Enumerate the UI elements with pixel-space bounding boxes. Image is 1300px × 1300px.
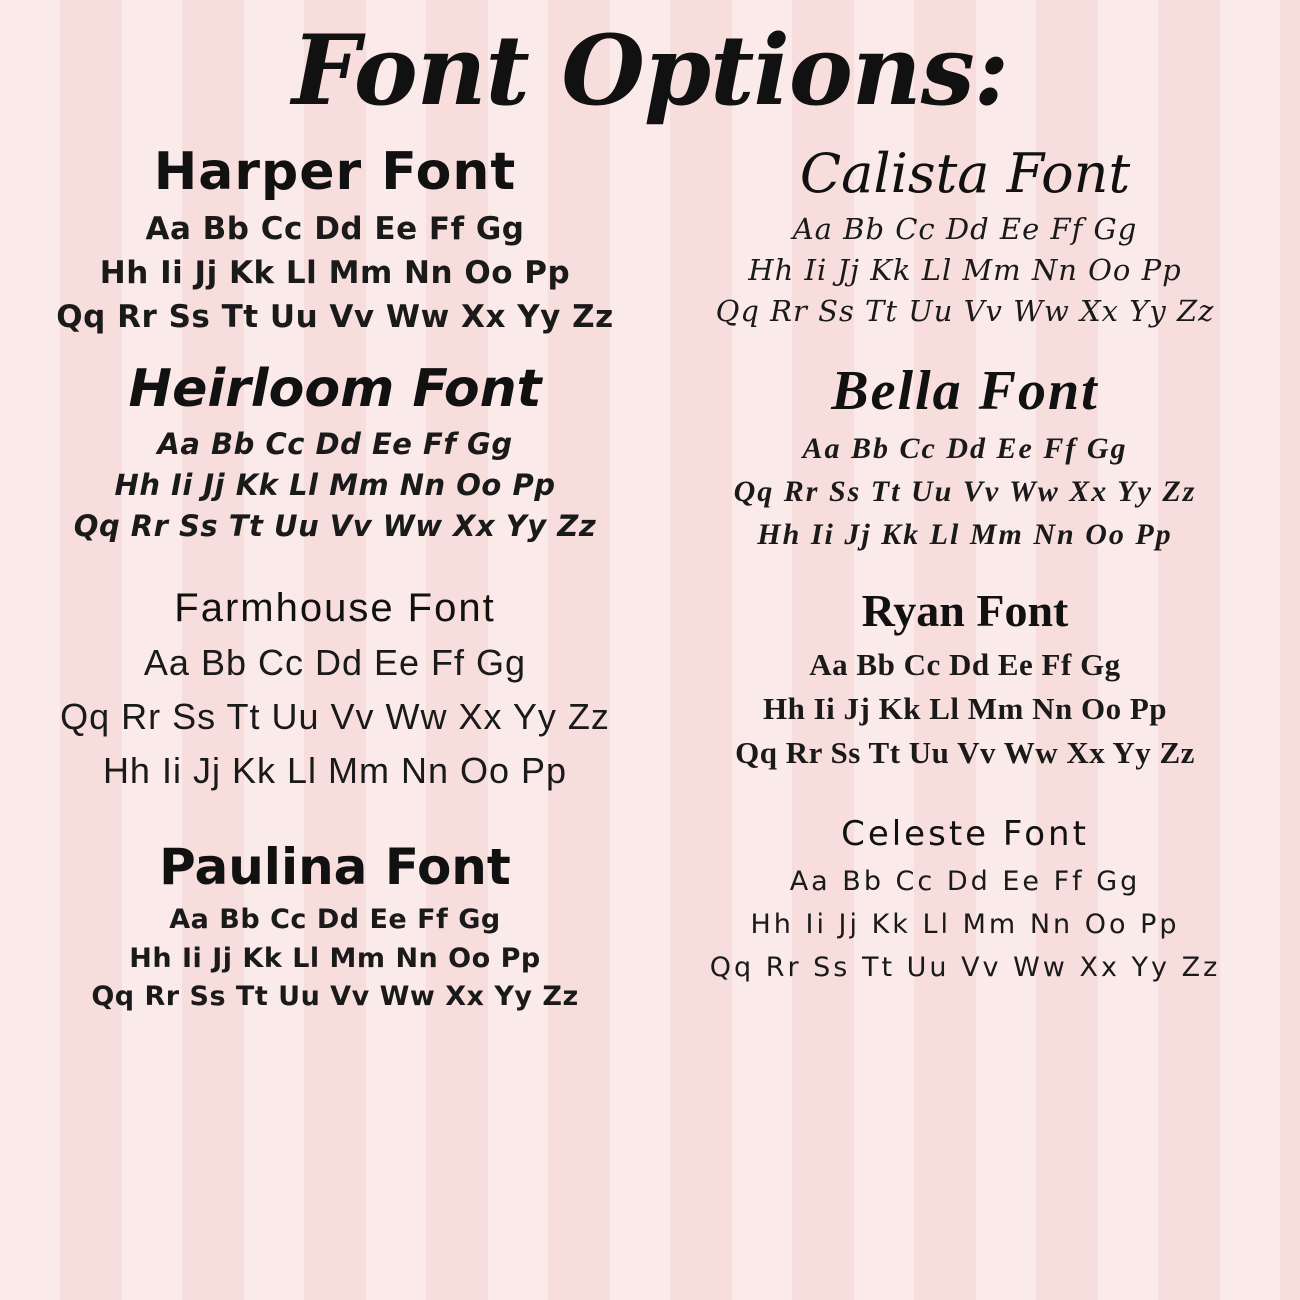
font-sample-ryan bbox=[650, 580, 1280, 804]
alphabet-line: Qq Rr Ss Tt Uu Vv Ww Xx Yy Zz bbox=[733, 475, 1197, 509]
alphabet-line: Hh Ii Jj Kk Ll Mm Nn Oo Pp bbox=[763, 690, 1167, 726]
font-alphabet-harper bbox=[28, 207, 642, 339]
font-name-harper: Harper Font bbox=[153, 141, 517, 202]
font-alphabet-paulina bbox=[28, 901, 642, 1016]
font-sample-calista bbox=[650, 138, 1280, 345]
font-name-farmhouse: Farmhouse Font bbox=[174, 586, 496, 631]
font-sample-bella bbox=[650, 355, 1280, 562]
font-name-ryan: Ryan Font bbox=[861, 585, 1069, 637]
font-name-heirloom: Heirloom Font bbox=[128, 358, 542, 419]
font-sample-celeste bbox=[650, 810, 1280, 1022]
alphabet-line: Qq Rr Ss Tt Uu Vv Ww Xx Yy Zz bbox=[73, 509, 597, 544]
alphabet-line: Hh Ii Jj Kk Ll Mm Nn Oo Pp bbox=[129, 942, 541, 974]
font-sample-heirloom bbox=[20, 355, 650, 562]
font-name-calista: Calista Font bbox=[799, 141, 1131, 205]
alphabet-line: Aa Bb Cc Dd Ee Ff Gg bbox=[809, 646, 1121, 682]
alphabet-line: Aa Bb Cc Dd Ee Ff Gg bbox=[157, 427, 513, 462]
alphabet-line: Aa Bb Cc Dd Ee Ff Gg bbox=[145, 210, 525, 247]
alphabet-line: Qq Rr Ss Tt Uu Vv Ww Xx Yy Zz bbox=[715, 294, 1215, 329]
font-alphabet-farmhouse bbox=[28, 636, 642, 798]
font-name-bella: Bella Font bbox=[831, 359, 1099, 422]
font-alphabet-ryan bbox=[658, 643, 1272, 775]
font-alphabet-bella bbox=[658, 428, 1272, 556]
alphabet-line: Hh Ii Jj Kk Ll Mm Nn Oo Pp bbox=[102, 750, 568, 792]
alphabet-line: Hh Ii Jj Kk Ll Mm Nn Oo Pp bbox=[757, 517, 1173, 551]
alphabet-line: Qq Rr Ss Tt Uu Vv Ww Xx Yy Zz bbox=[735, 734, 1195, 770]
font-sample-harper bbox=[20, 138, 650, 345]
font-alphabet-celeste bbox=[658, 860, 1272, 990]
font-samples-grid bbox=[0, 124, 1300, 1023]
alphabet-line: Qq Rr Ss Tt Uu Vv Ww Xx Yy Zz bbox=[91, 980, 579, 1012]
page-title: Font Options: bbox=[291, 14, 1009, 127]
poster-content bbox=[0, 14, 1300, 1300]
font-sample-farmhouse bbox=[20, 580, 650, 804]
alphabet-line: Aa Bb Cc Dd Ee Ff Gg bbox=[792, 211, 1138, 246]
alphabet-line: Aa Bb Cc Dd Ee Ff Gg bbox=[789, 865, 1141, 897]
font-name-paulina: Paulina Font bbox=[159, 838, 511, 897]
alphabet-line: Qq Rr Ss Tt Uu Vv Ww Xx Yy Zz bbox=[709, 951, 1221, 983]
font-sample-paulina bbox=[20, 834, 650, 1022]
alphabet-line: Aa Bb Cc Dd Ee Ff Gg bbox=[143, 642, 527, 684]
alphabet-line: Hh Ii Jj Kk Ll Mm Nn Oo Pp bbox=[114, 468, 556, 503]
font-alphabet-calista bbox=[658, 209, 1272, 333]
alphabet-line: Hh Ii Jj Kk Ll Mm Nn Oo Pp bbox=[748, 253, 1182, 288]
alphabet-line: Aa Bb Cc Dd Ee Ff Gg bbox=[169, 904, 501, 936]
alphabet-line: Hh Ii Jj Kk Ll Mm Nn Oo Pp bbox=[99, 254, 571, 291]
alphabet-line: Qq Rr Ss Tt Uu Vv Ww Xx Yy Zz bbox=[56, 298, 614, 335]
alphabet-line: Aa Bb Cc Dd Ee Ff Gg bbox=[802, 432, 1128, 466]
font-name-celeste: Celeste Font bbox=[841, 814, 1089, 855]
alphabet-line: Hh Ii Jj Kk Ll Mm Nn Oo Pp bbox=[750, 908, 1180, 940]
alphabet-line: Qq Rr Ss Tt Uu Vv Ww Xx Yy Zz bbox=[60, 696, 610, 738]
font-alphabet-heirloom bbox=[28, 424, 642, 548]
